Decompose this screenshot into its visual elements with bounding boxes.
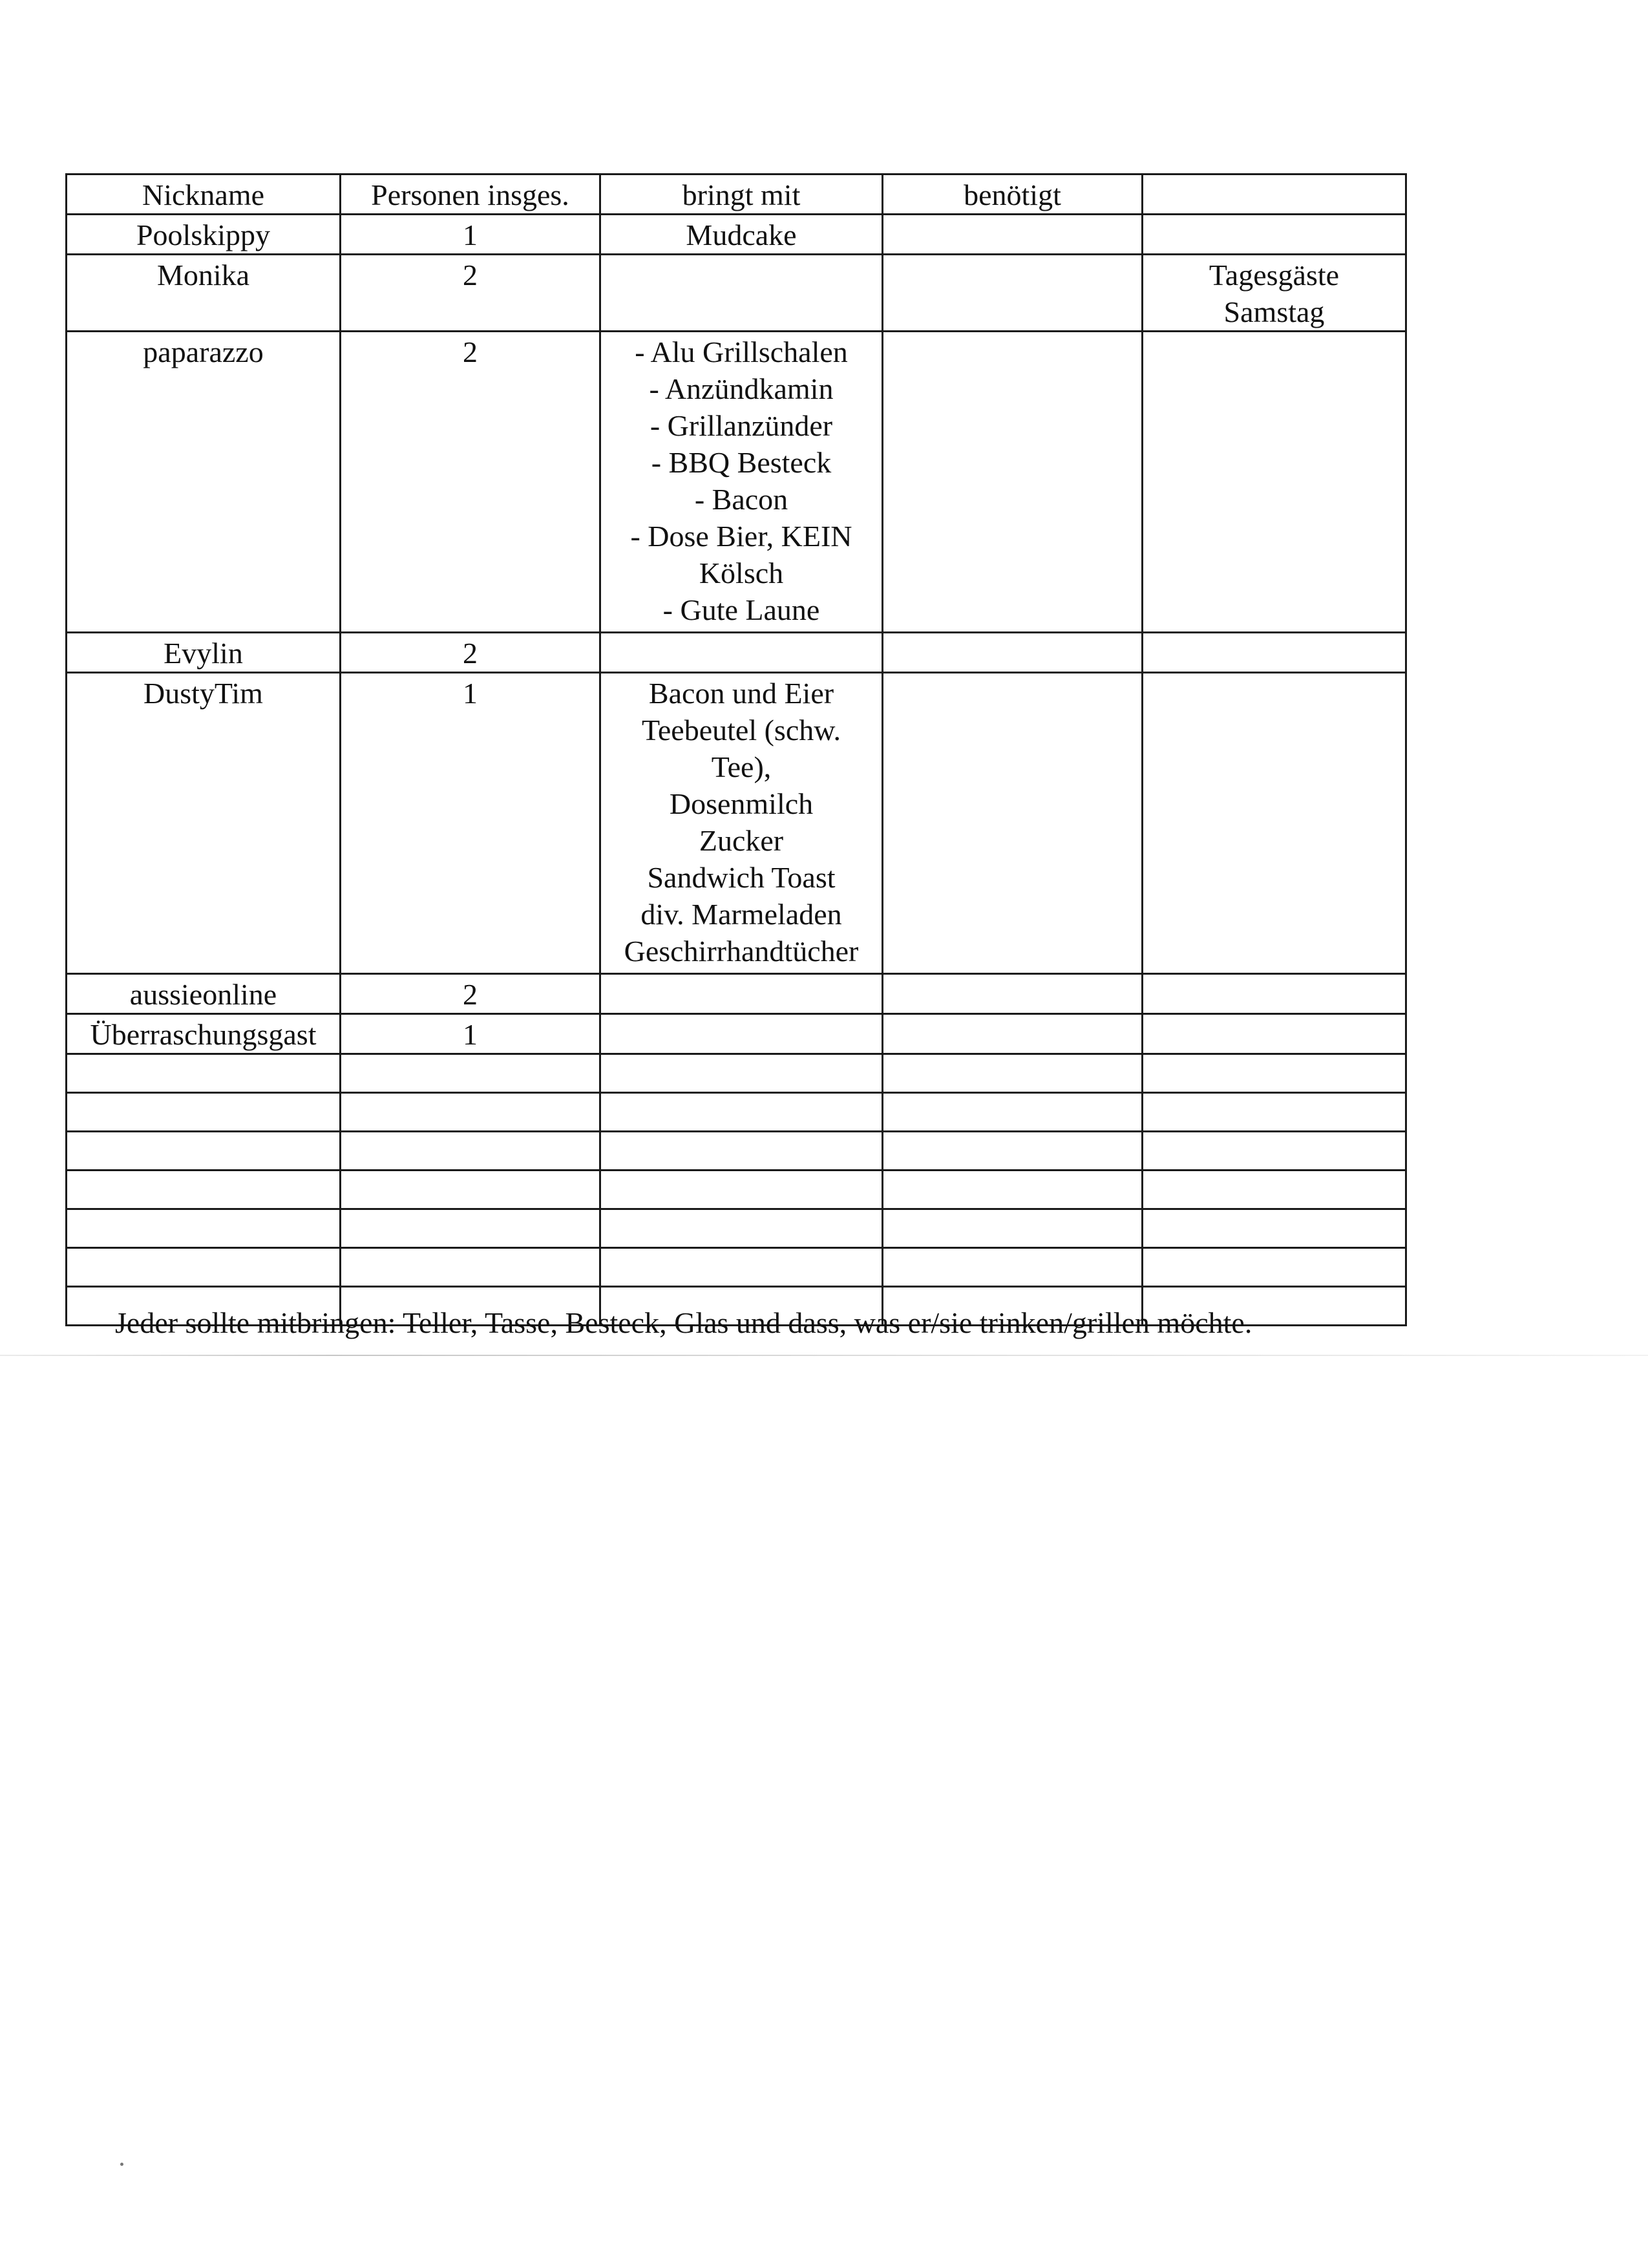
brings-item: - Anzündkamin bbox=[649, 372, 834, 405]
cell-notes bbox=[1143, 255, 1406, 332]
cell-notes bbox=[1143, 633, 1406, 673]
empty-cell bbox=[600, 1248, 883, 1287]
header-brings: bringt mit bbox=[600, 175, 883, 215]
brings-item: div. Marmeladen bbox=[640, 898, 842, 931]
empty-row bbox=[67, 1054, 1406, 1093]
cell-brings bbox=[600, 255, 883, 332]
brings-item: Kölsch bbox=[699, 556, 784, 589]
header-nickname: Nickname bbox=[67, 175, 341, 215]
brings-item: - Alu Grillschalen bbox=[635, 335, 848, 368]
table-row bbox=[67, 1014, 1406, 1054]
brings-item: Tee), bbox=[711, 750, 772, 783]
cell-persons: 2 bbox=[341, 633, 600, 673]
cell-needs bbox=[883, 974, 1143, 1014]
brings-item: Bacon und Eier bbox=[648, 677, 834, 710]
empty-cell bbox=[341, 1054, 600, 1093]
notes-line: Samstag bbox=[1223, 295, 1325, 328]
brings-item: Sandwich Toast bbox=[647, 861, 836, 894]
cell-needs bbox=[883, 255, 1143, 332]
notes-line: Tagesgäste bbox=[1209, 259, 1340, 291]
brings-item: - Bacon bbox=[694, 483, 788, 516]
brings-item: - Gute Laune bbox=[662, 593, 820, 626]
brings-item: Dosenmilch bbox=[669, 787, 814, 820]
empty-row bbox=[67, 1093, 1406, 1132]
empty-cell bbox=[883, 1209, 1143, 1248]
table-row bbox=[67, 332, 1406, 633]
table-row bbox=[67, 974, 1406, 1014]
empty-cell bbox=[67, 1093, 341, 1132]
cell-brings bbox=[600, 215, 883, 255]
cell-persons: 2 bbox=[341, 974, 600, 1014]
cell-nickname: paparazzo bbox=[67, 332, 341, 633]
guest-list-body bbox=[67, 175, 1406, 1326]
cell-nickname: Monika bbox=[67, 255, 341, 332]
cell-brings bbox=[600, 673, 883, 974]
empty-cell bbox=[883, 1054, 1143, 1093]
empty-cell bbox=[600, 1132, 883, 1171]
cell-persons: 1 bbox=[341, 1014, 600, 1054]
brings-item: - Grillanzünder bbox=[650, 409, 833, 442]
empty-cell bbox=[1143, 1248, 1406, 1287]
table-row bbox=[67, 673, 1406, 974]
brings-item: Mudcake bbox=[686, 218, 797, 251]
empty-cell bbox=[1143, 1209, 1406, 1248]
scan-speck bbox=[120, 2163, 123, 2166]
empty-cell bbox=[600, 1054, 883, 1093]
empty-cell bbox=[67, 1171, 341, 1209]
empty-cell bbox=[883, 1093, 1143, 1132]
brings-item: - BBQ Besteck bbox=[651, 446, 832, 479]
empty-cell bbox=[67, 1209, 341, 1248]
cell-brings bbox=[600, 633, 883, 673]
cell-persons: 1 bbox=[341, 673, 600, 974]
empty-cell bbox=[1143, 1171, 1406, 1209]
cell-needs bbox=[883, 633, 1143, 673]
empty-row bbox=[67, 1248, 1406, 1287]
cell-persons: 2 bbox=[341, 255, 600, 332]
cell-notes bbox=[1143, 974, 1406, 1014]
table-row bbox=[67, 255, 1406, 332]
empty-cell bbox=[67, 1132, 341, 1171]
empty-cell bbox=[67, 1054, 341, 1093]
guest-list-table bbox=[65, 173, 1407, 1326]
empty-cell bbox=[341, 1093, 600, 1132]
cell-needs bbox=[883, 673, 1143, 974]
cell-nickname: DustyTim bbox=[67, 673, 341, 974]
brings-item: - Dose Bier, KEIN bbox=[630, 520, 852, 553]
cell-needs bbox=[883, 215, 1143, 255]
header-extra bbox=[1143, 175, 1406, 215]
empty-cell bbox=[600, 1093, 883, 1132]
empty-cell bbox=[883, 1248, 1143, 1287]
header-persons: Personen insges. bbox=[341, 175, 600, 215]
cell-nickname: aussieonline bbox=[67, 974, 341, 1014]
brings-item: Teebeutel (schw. bbox=[642, 714, 841, 747]
empty-row bbox=[67, 1132, 1406, 1171]
cell-nickname: Poolskippy bbox=[67, 215, 341, 255]
empty-cell bbox=[341, 1209, 600, 1248]
brings-item: Geschirrhandtücher bbox=[624, 935, 859, 968]
empty-cell bbox=[341, 1248, 600, 1287]
empty-cell bbox=[883, 1171, 1143, 1209]
cell-notes bbox=[1143, 215, 1406, 255]
cell-brings bbox=[600, 1014, 883, 1054]
cell-brings bbox=[600, 974, 883, 1014]
empty-row bbox=[67, 1209, 1406, 1248]
empty-cell bbox=[1143, 1093, 1406, 1132]
cell-persons: 1 bbox=[341, 215, 600, 255]
brings-item: Zucker bbox=[699, 824, 784, 857]
cell-nickname: Überraschungsgast bbox=[67, 1014, 341, 1054]
cell-notes bbox=[1143, 673, 1406, 974]
cell-persons: 2 bbox=[341, 332, 600, 633]
empty-cell bbox=[600, 1209, 883, 1248]
cell-notes bbox=[1143, 332, 1406, 633]
header-row bbox=[67, 175, 1406, 215]
cell-notes bbox=[1143, 1014, 1406, 1054]
table-row bbox=[67, 633, 1406, 673]
footer-note: Jeder sollte mitbringen: Teller, Tasse, Besteck, Glas und dass, was er/sie trinken/grillen möchte. bbox=[115, 1306, 1252, 1339]
empty-row bbox=[67, 1171, 1406, 1209]
cell-needs bbox=[883, 1014, 1143, 1054]
header-needs: benötigt bbox=[883, 175, 1143, 215]
empty-cell bbox=[883, 1132, 1143, 1171]
empty-cell bbox=[341, 1132, 600, 1171]
table-row bbox=[67, 215, 1406, 255]
empty-cell bbox=[67, 1248, 341, 1287]
cell-brings bbox=[600, 332, 883, 633]
empty-cell bbox=[600, 1171, 883, 1209]
cell-needs bbox=[883, 332, 1143, 633]
scan-edge-line bbox=[0, 1355, 1648, 1356]
cell-nickname: Evylin bbox=[67, 633, 341, 673]
empty-cell bbox=[1143, 1054, 1406, 1093]
empty-cell bbox=[1143, 1132, 1406, 1171]
empty-cell bbox=[341, 1171, 600, 1209]
